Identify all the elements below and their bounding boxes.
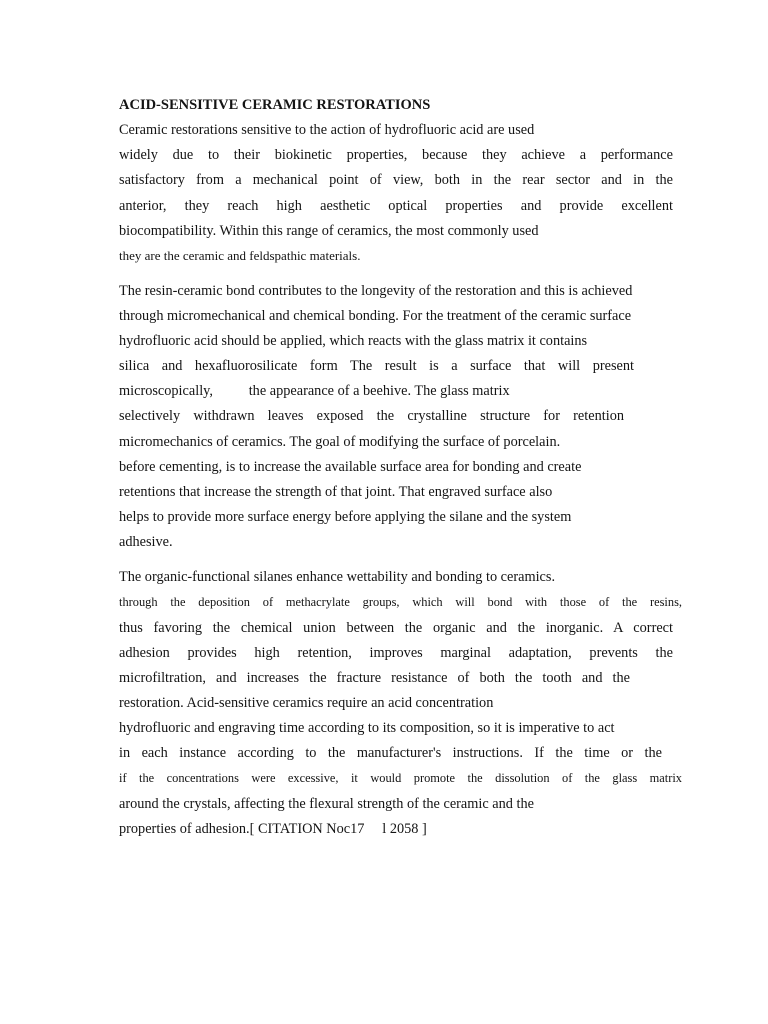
paragraph-2-line-9: retentions that increase the strength of that joint. That engraved surface also — [119, 484, 553, 500]
paragraph-3-line-3: thus favoring the chemical union between the organic and the inorganic. A correct — [119, 620, 673, 636]
paragraph-3-line-7: hydrofluoric and engraving time according to its composition, so it is imperative to act — [119, 720, 615, 736]
paragraph-2-line-3: hydrofluoric acid should be applied, which reacts with the glass matrix it contains — [119, 333, 588, 349]
paragraph-3-line-11: properties of adhesion.[ CITATION Noc17 l 2058 ] — [119, 821, 427, 837]
paragraph-3-line-5: microfiltration, and increases the fracture resistance of both the tooth and the — [119, 670, 630, 686]
paragraph-2-line-8: before cementing, is to increase the available surface area for bonding and create — [119, 459, 582, 475]
paragraph-3-line-8: in each instance according to the manufacturer's instructions. If the time or the — [119, 745, 662, 761]
paragraph-1-line-1: Ceramic restorations sensitive to the action of hydrofluoric acid are used — [119, 122, 535, 138]
document-title: ACID-SENSITIVE CERAMIC RESTORATIONS — [119, 97, 431, 113]
paragraph-1-line-2: widely due to their biokinetic properties, because they achieve a performance — [119, 147, 673, 163]
paragraph-1-line-5: biocompatibility. Within this range of ceramics, the most commonly used — [119, 223, 539, 239]
paragraph-2-line-10: helps to provide more surface energy before applying the silane and the system — [119, 509, 572, 525]
paragraph-2-line-6: selectively withdrawn leaves exposed the crystalline structure for retention — [119, 408, 624, 424]
paragraph-2-line-5: microscopically, the appearance of a beehive. The glass matrix — [119, 383, 510, 399]
paragraph-1-line-3: satisfactory from a mechanical point of view, both in the rear sector and in the — [119, 172, 673, 188]
paragraph-2-line-2: through micromechanical and chemical bonding. For the treatment of the ceramic surface — [119, 308, 632, 324]
paragraph-2-line-11: adhesive. — [119, 534, 173, 550]
paragraph-3-line-2: through the deposition of methacrylate groups, which will bond with those of the resins, — [119, 595, 682, 609]
paragraph-3-line-10: around the crystals, affecting the flexural strength of the ceramic and the — [119, 796, 534, 812]
paragraph-2-line-7: micromechanics of ceramics. The goal of modifying the surface of porcelain. — [119, 434, 561, 450]
paragraph-3-line-4: adhesion provides high retention, improves marginal adaptation, prevents the — [119, 645, 673, 661]
paragraph-1-line-4: anterior, they reach high aesthetic optical properties and provide excellent — [119, 198, 673, 214]
paragraph-3-line-6: restoration. Acid-sensitive ceramics require an acid concentration — [119, 695, 494, 711]
paragraph-3-line-9: if the concentrations were excessive, it would promote the dissolution of the glass matrix — [119, 771, 682, 785]
paragraph-1-line-6: they are the ceramic and feldspathic materials. — [119, 248, 361, 263]
paragraph-2-line-4: silica and hexafluorosilicate form The result is a surface that will present — [119, 358, 634, 374]
paragraph-3-line-1: The organic-functional silanes enhance wettability and bonding to ceramics. — [119, 569, 556, 585]
paragraph-2-line-1: The resin-ceramic bond contributes to the longevity of the restoration and this is achieved — [119, 283, 633, 299]
